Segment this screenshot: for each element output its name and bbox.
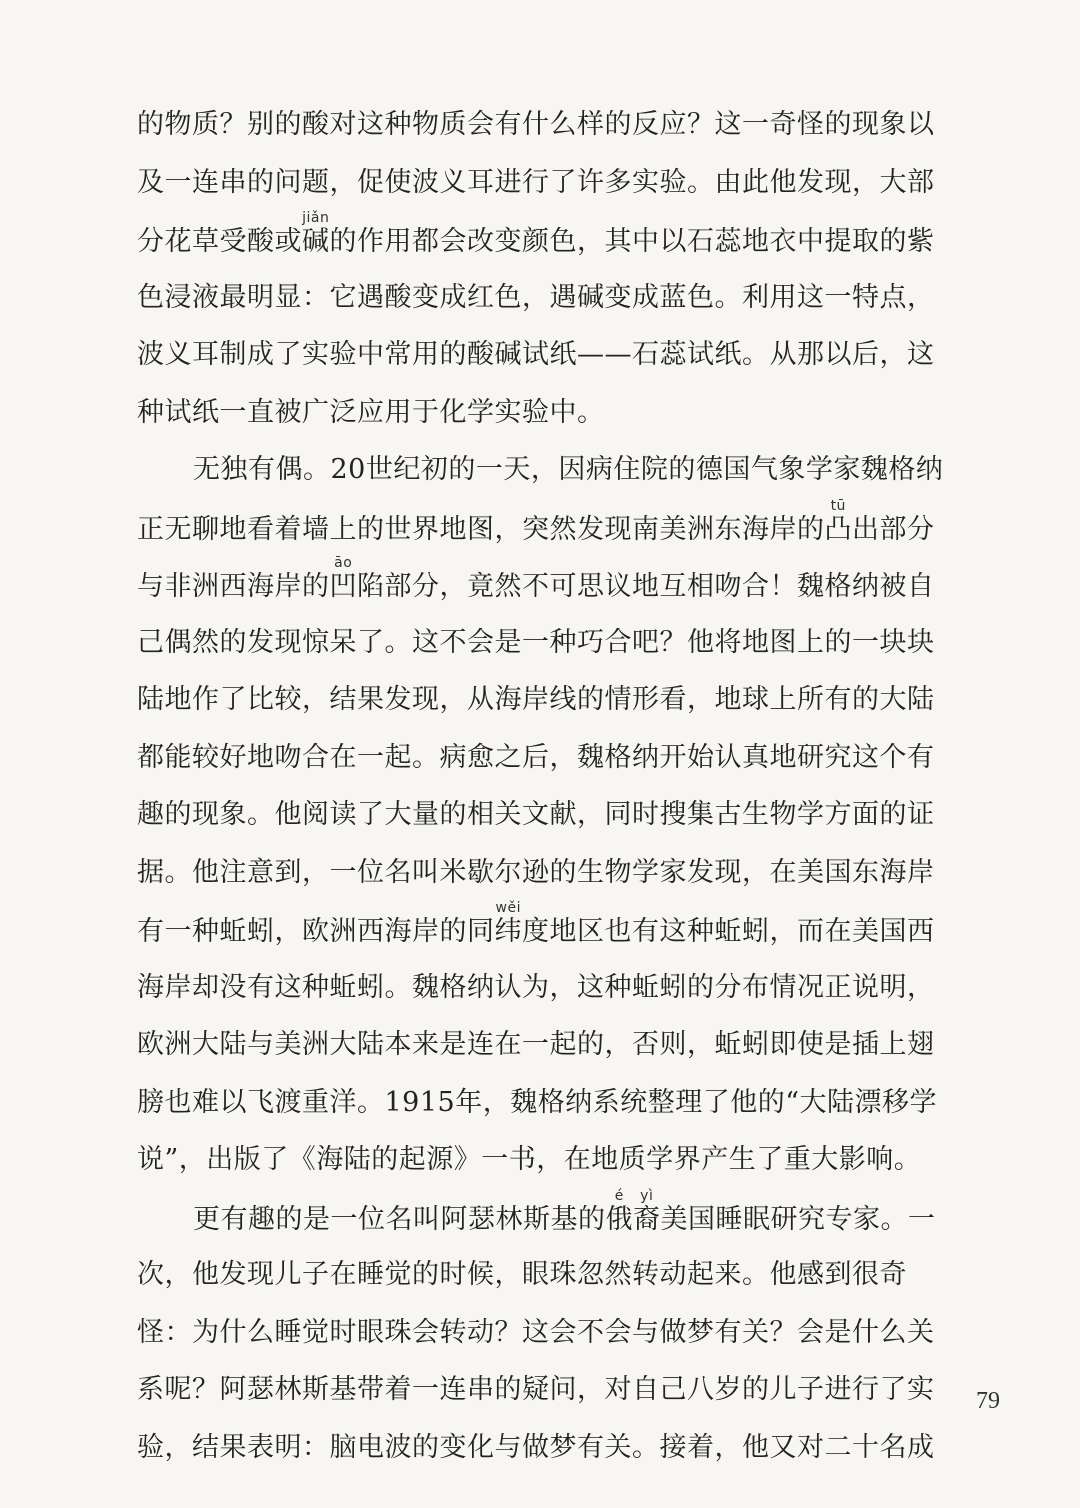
text-line bbox=[137, 901, 1005, 959]
text-segment: 说”，出版了《海陆的起源》一书，在地质学界产生了重大影响。 bbox=[137, 1144, 922, 1175]
text-line bbox=[137, 1016, 1005, 1074]
text-line bbox=[137, 154, 1005, 212]
text-segment: 美国睡眠研究专家。一 bbox=[660, 1203, 936, 1235]
text-line bbox=[137, 96, 1005, 154]
text-line bbox=[137, 1304, 1005, 1362]
text-segment: 系呢？阿瑟林斯基带着一连串的疑问，对自己八岁的儿子进行了实 bbox=[137, 1374, 935, 1405]
text-line bbox=[137, 384, 1005, 442]
text-segment: 度地区也有这种蚯蚓，而在美国西 bbox=[522, 916, 935, 947]
annotated-character bbox=[302, 210, 330, 257]
annotated-character-text: 俄 bbox=[605, 1203, 633, 1235]
text-line bbox=[137, 1074, 1005, 1132]
text-segment: 欧洲大陆与美洲大陆本来是连在一起的，否则，蚯蚓即使是插上翅 bbox=[137, 1029, 935, 1060]
text-line bbox=[137, 556, 1005, 614]
text-line bbox=[137, 844, 1005, 902]
annotated-character-text: 裔 bbox=[633, 1203, 661, 1235]
paragraph bbox=[137, 96, 1005, 441]
pinyin-annotation: yì bbox=[633, 1187, 661, 1204]
text-segment: 色浸液最明显：它遇酸变成红色，遇碱变成蓝色。利用这一特点， bbox=[137, 281, 935, 313]
annotated-character bbox=[824, 497, 853, 545]
text-line bbox=[137, 671, 1005, 729]
paragraph bbox=[137, 441, 1005, 1189]
text-segment: 波义耳制成了实验中常用的酸碱试纸——石蕊试纸。从那以后，这 bbox=[137, 339, 935, 370]
text-segment: 都能较好地吻合在一起。病愈之后，魏格纳开始认真地研究这个有 bbox=[137, 741, 935, 773]
text-segment: 己偶然的发现惊呆了。这不会是一种巧合吧？他将地图上的一块块 bbox=[137, 626, 935, 658]
paragraph bbox=[137, 1189, 1005, 1477]
text-segment: 正无聊地看着墙上的世界地图，突然发现南美洲东海岸的 bbox=[137, 513, 825, 545]
text-line bbox=[137, 441, 1005, 499]
pinyin-annotation: é bbox=[605, 1187, 633, 1204]
text-segment: 分花草受酸或 bbox=[137, 226, 302, 257]
text-line bbox=[137, 959, 1005, 1017]
text-line bbox=[137, 729, 1005, 787]
text-segment: 陆地作了比较，结果发现，从海岸线的情形看，地球上所有的大陆 bbox=[137, 684, 935, 715]
text-segment: 有一种蚯蚓，欧洲西海岸的同 bbox=[137, 916, 495, 947]
text-line bbox=[137, 1189, 1005, 1247]
text-segment: 更有趣的是一位名叫阿瑟林斯基的 bbox=[193, 1203, 606, 1235]
text-segment: 据。他注意到，一位名叫米歇尔逊的生物学家发现，在美国东海岸 bbox=[137, 856, 935, 888]
text-line bbox=[137, 326, 1005, 384]
text-segment: 怪：为什么睡觉时眼珠会转动？这会不会与做梦有关？会是什么关 bbox=[137, 1316, 935, 1348]
text-line bbox=[137, 211, 1005, 269]
text-segment: 无独有偶。20世纪初的一天，因病住院的德国气象学家魏格纳 bbox=[193, 454, 944, 485]
text-segment: 海岸却没有这种蚯蚓。魏格纳认为，这种蚯蚓的分布情况正说明， bbox=[137, 971, 935, 1003]
text-line bbox=[137, 1419, 1005, 1477]
text-segment: 种试纸一直被广泛应用于化学实验中。 bbox=[137, 396, 605, 428]
pinyin-annotation: āo bbox=[329, 555, 357, 571]
annotated-character-text: 凸 bbox=[824, 513, 852, 545]
annotated-character bbox=[494, 900, 523, 947]
pinyin-annotation: tū bbox=[824, 497, 852, 514]
annotated-character bbox=[329, 555, 358, 602]
text-line bbox=[137, 269, 1005, 327]
page-number: 79 bbox=[976, 1388, 1000, 1414]
text-segment: 的物质？别的酸对这种物质会有什么样的反应？这一奇怪的现象以 bbox=[137, 109, 935, 140]
text-segment: 的作用都会改变颜色，其中以石蕊地衣中提取的紫 bbox=[329, 226, 935, 257]
pinyin-annotation: wěi bbox=[494, 900, 522, 916]
pinyin-annotation: jiǎn bbox=[302, 210, 330, 226]
annotated-character-text: 纬 bbox=[494, 916, 522, 947]
annotated-character bbox=[633, 1187, 661, 1235]
annotated-character-text: 凹 bbox=[329, 571, 357, 602]
text-segment: 出部分 bbox=[852, 513, 935, 545]
annotated-character-text: 碱 bbox=[302, 226, 330, 257]
text-segment: 趣的现象。他阅读了大量的相关文献，同时搜集古生物学方面的证 bbox=[137, 799, 935, 830]
text-line bbox=[137, 614, 1005, 672]
text-line bbox=[137, 1131, 1005, 1189]
text-segment: 与非洲西海岸的 bbox=[137, 571, 330, 602]
text-line bbox=[137, 786, 1005, 844]
text-segment: 及一连串的问题，促使波义耳进行了许多实验。由此他发现，大部 bbox=[137, 166, 935, 198]
text-segment: 验，结果表明：脑电波的变化与做梦有关。接着，他又对二十名成 bbox=[137, 1431, 935, 1463]
text-line bbox=[137, 1361, 1005, 1419]
text-line bbox=[137, 499, 1005, 557]
text-segment: 次，他发现儿子在睡觉的时候，眼珠忽然转动起来。他感到很奇 bbox=[137, 1259, 907, 1290]
text-segment: 陷部分，竟然不可思议地互相吻合！魏格纳被自 bbox=[357, 571, 935, 602]
annotated-character bbox=[605, 1187, 634, 1235]
text-line bbox=[137, 1246, 1005, 1304]
text-segment: 膀也难以飞渡重洋。1915年，魏格纳系统整理了他的“大陆漂移学 bbox=[137, 1086, 938, 1118]
body-text bbox=[137, 96, 1005, 1476]
